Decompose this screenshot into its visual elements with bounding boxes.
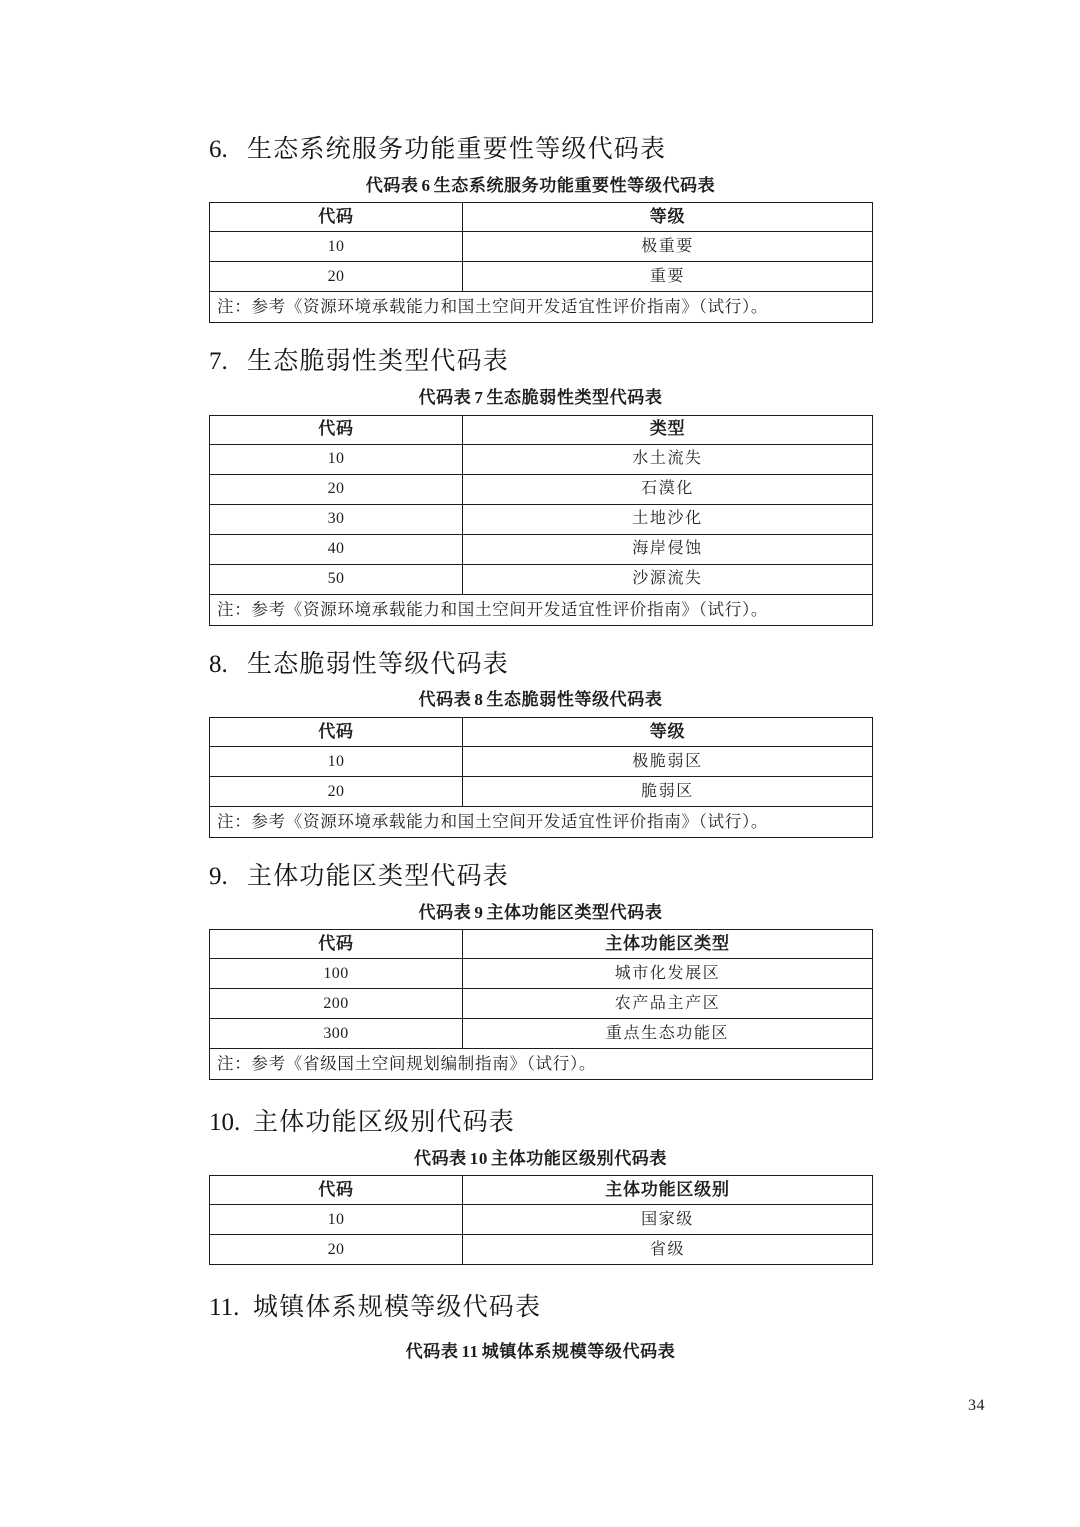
table-9-caption-number: 9 <box>474 902 484 922</box>
table-8-caption-title: 生态脆弱性等级代码表 <box>486 690 663 710</box>
column-header-code: 代码 <box>210 930 463 959</box>
spacer <box>209 1265 872 1291</box>
table-row <box>210 564 873 594</box>
section-6 <box>209 133 872 323</box>
table-row <box>210 1019 873 1049</box>
table-note-row <box>210 806 873 837</box>
table-note: 注：参考《省级国土空间规划编制指南》（试行）。 <box>210 1049 873 1080</box>
section-11-heading <box>209 1291 872 1325</box>
column-header-code: 代码 <box>210 1176 463 1205</box>
table-row <box>210 534 873 564</box>
table-7-caption-title: 生态脆弱性类型代码表 <box>486 388 663 407</box>
section-8 <box>209 648 872 838</box>
section-7-heading <box>209 345 872 379</box>
section-8-title: 生态脆弱性等级代码表 <box>247 650 510 678</box>
section-10-heading <box>209 1106 872 1140</box>
section-10-number: 10. <box>209 1109 241 1136</box>
section-8-heading <box>209 648 872 682</box>
table-header-row <box>210 717 873 746</box>
table-7-caption-number: 7 <box>474 388 484 407</box>
table-row <box>210 989 873 1019</box>
code-table-10 <box>209 1175 873 1265</box>
table-header-row <box>210 203 873 232</box>
table-6-caption <box>209 173 872 199</box>
table-9-caption-prefix: 代码表 <box>418 902 472 922</box>
table-row <box>210 474 873 504</box>
table-7-caption <box>209 385 872 411</box>
page-content <box>209 133 872 1369</box>
section-11 <box>209 1291 872 1364</box>
column-header-value: 等级 <box>463 717 873 746</box>
table-8-caption-prefix: 代码表 <box>418 690 472 710</box>
spacer <box>209 626 872 648</box>
table-9-caption <box>209 900 872 926</box>
table-note-row <box>210 292 873 323</box>
table-row <box>210 262 873 292</box>
cell-code: 30 <box>210 504 463 534</box>
column-header-value: 类型 <box>463 415 873 444</box>
table-10-caption-number: 10 <box>469 1148 488 1168</box>
cell-value: 重点生态功能区 <box>463 1019 873 1049</box>
cell-value: 石漠化 <box>463 474 873 504</box>
section-10 <box>209 1106 872 1265</box>
cell-value: 沙源流失 <box>463 564 873 594</box>
table-note: 注：参考《资源环境承载能力和国土空间开发适宜性评价指南》（试行）。 <box>210 806 873 837</box>
cell-value: 国家级 <box>463 1205 873 1235</box>
cell-code: 10 <box>210 1205 463 1235</box>
cell-value: 土地沙化 <box>463 504 873 534</box>
column-header-value: 主体功能区级别 <box>463 1176 873 1205</box>
table-row <box>210 1235 873 1265</box>
section-7-title: 生态脆弱性类型代码表 <box>247 348 510 376</box>
table-note: 注：参考《资源环境承载能力和国土空间开发适宜性评价指南》（试行）。 <box>210 594 873 625</box>
column-header-code: 代码 <box>210 717 463 746</box>
cell-code: 20 <box>210 262 463 292</box>
section-9-title: 主体功能区类型代码表 <box>247 862 510 890</box>
code-table-9 <box>209 929 873 1080</box>
cell-code: 20 <box>210 776 463 806</box>
cell-value: 脆弱区 <box>463 776 873 806</box>
cell-code: 20 <box>210 1235 463 1265</box>
column-header-value: 主体功能区类型 <box>463 930 873 959</box>
column-header-code: 代码 <box>210 415 463 444</box>
section-10-title: 主体功能区级别代码表 <box>253 1109 516 1136</box>
table-note-row <box>210 1049 873 1080</box>
cell-value: 极重要 <box>463 232 873 262</box>
spacer <box>209 323 872 345</box>
cell-value: 省级 <box>463 1235 873 1265</box>
table-header-row <box>210 415 873 444</box>
cell-code: 100 <box>210 959 463 989</box>
section-8-number: 8. <box>209 650 228 678</box>
section-6-heading <box>209 133 872 167</box>
cell-value: 农产品主产区 <box>463 989 873 1019</box>
section-9-heading <box>209 860 872 894</box>
column-header-code: 代码 <box>210 203 463 232</box>
table-10-caption-title: 主体功能区级别代码表 <box>491 1148 667 1168</box>
table-note: 注：参考《资源环境承载能力和国土空间开发适宜性评价指南》（试行）。 <box>210 292 873 323</box>
cell-code: 10 <box>210 232 463 262</box>
cell-code: 200 <box>210 989 463 1019</box>
cell-code: 20 <box>210 474 463 504</box>
table-header-row <box>210 930 873 959</box>
table-11-caption-title: 城镇体系规模等级代码表 <box>481 1342 676 1361</box>
cell-value: 极脆弱区 <box>463 746 873 776</box>
cell-code: 300 <box>210 1019 463 1049</box>
section-9-number: 9. <box>209 862 228 890</box>
table-6-caption-title: 生态系统服务功能重要性等级代码表 <box>433 175 716 195</box>
table-7-caption-prefix: 代码表 <box>418 388 472 407</box>
section-9 <box>209 860 872 1080</box>
section-7 <box>209 345 872 625</box>
table-row <box>210 444 873 474</box>
cell-code: 10 <box>210 746 463 776</box>
table-11-caption <box>209 1339 872 1365</box>
table-6-caption-number: 6 <box>421 175 431 195</box>
code-table-7 <box>209 415 873 626</box>
column-header-value: 等级 <box>463 203 873 232</box>
table-header-row <box>210 1176 873 1205</box>
section-6-title: 生态系统服务功能重要性等级代码表 <box>247 136 667 163</box>
spacer <box>209 838 872 860</box>
table-11-caption-number: 11 <box>461 1342 479 1361</box>
table-row <box>210 776 873 806</box>
table-8-caption-number: 8 <box>474 690 484 710</box>
table-note-row <box>210 594 873 625</box>
section-11-title: 城镇体系规模等级代码表 <box>253 1294 542 1322</box>
table-9-caption-title: 主体功能区类型代码表 <box>486 902 663 922</box>
cell-value: 城市化发展区 <box>463 959 873 989</box>
code-table-8 <box>209 717 873 838</box>
cell-value: 水土流失 <box>463 444 873 474</box>
table-8-caption <box>209 687 872 713</box>
table-11-caption-prefix: 代码表 <box>405 1342 459 1361</box>
section-6-number: 6. <box>209 136 228 163</box>
table-row <box>210 232 873 262</box>
code-table-6 <box>209 202 873 323</box>
table-6-caption-prefix: 代码表 <box>365 175 419 195</box>
cell-value: 重要 <box>463 262 873 292</box>
cell-code: 10 <box>210 444 463 474</box>
spacer <box>209 1080 872 1106</box>
cell-code: 50 <box>210 564 463 594</box>
table-row <box>210 1205 873 1235</box>
table-row <box>210 504 873 534</box>
table-row <box>210 959 873 989</box>
cell-code: 40 <box>210 534 463 564</box>
page-number: 34 <box>968 1397 985 1414</box>
cell-value: 海岸侵蚀 <box>463 534 873 564</box>
section-7-number: 7. <box>209 348 228 376</box>
section-11-number: 11. <box>209 1294 240 1322</box>
table-row <box>210 746 873 776</box>
table-10-caption <box>209 1146 872 1172</box>
table-10-caption-prefix: 代码表 <box>413 1148 467 1168</box>
